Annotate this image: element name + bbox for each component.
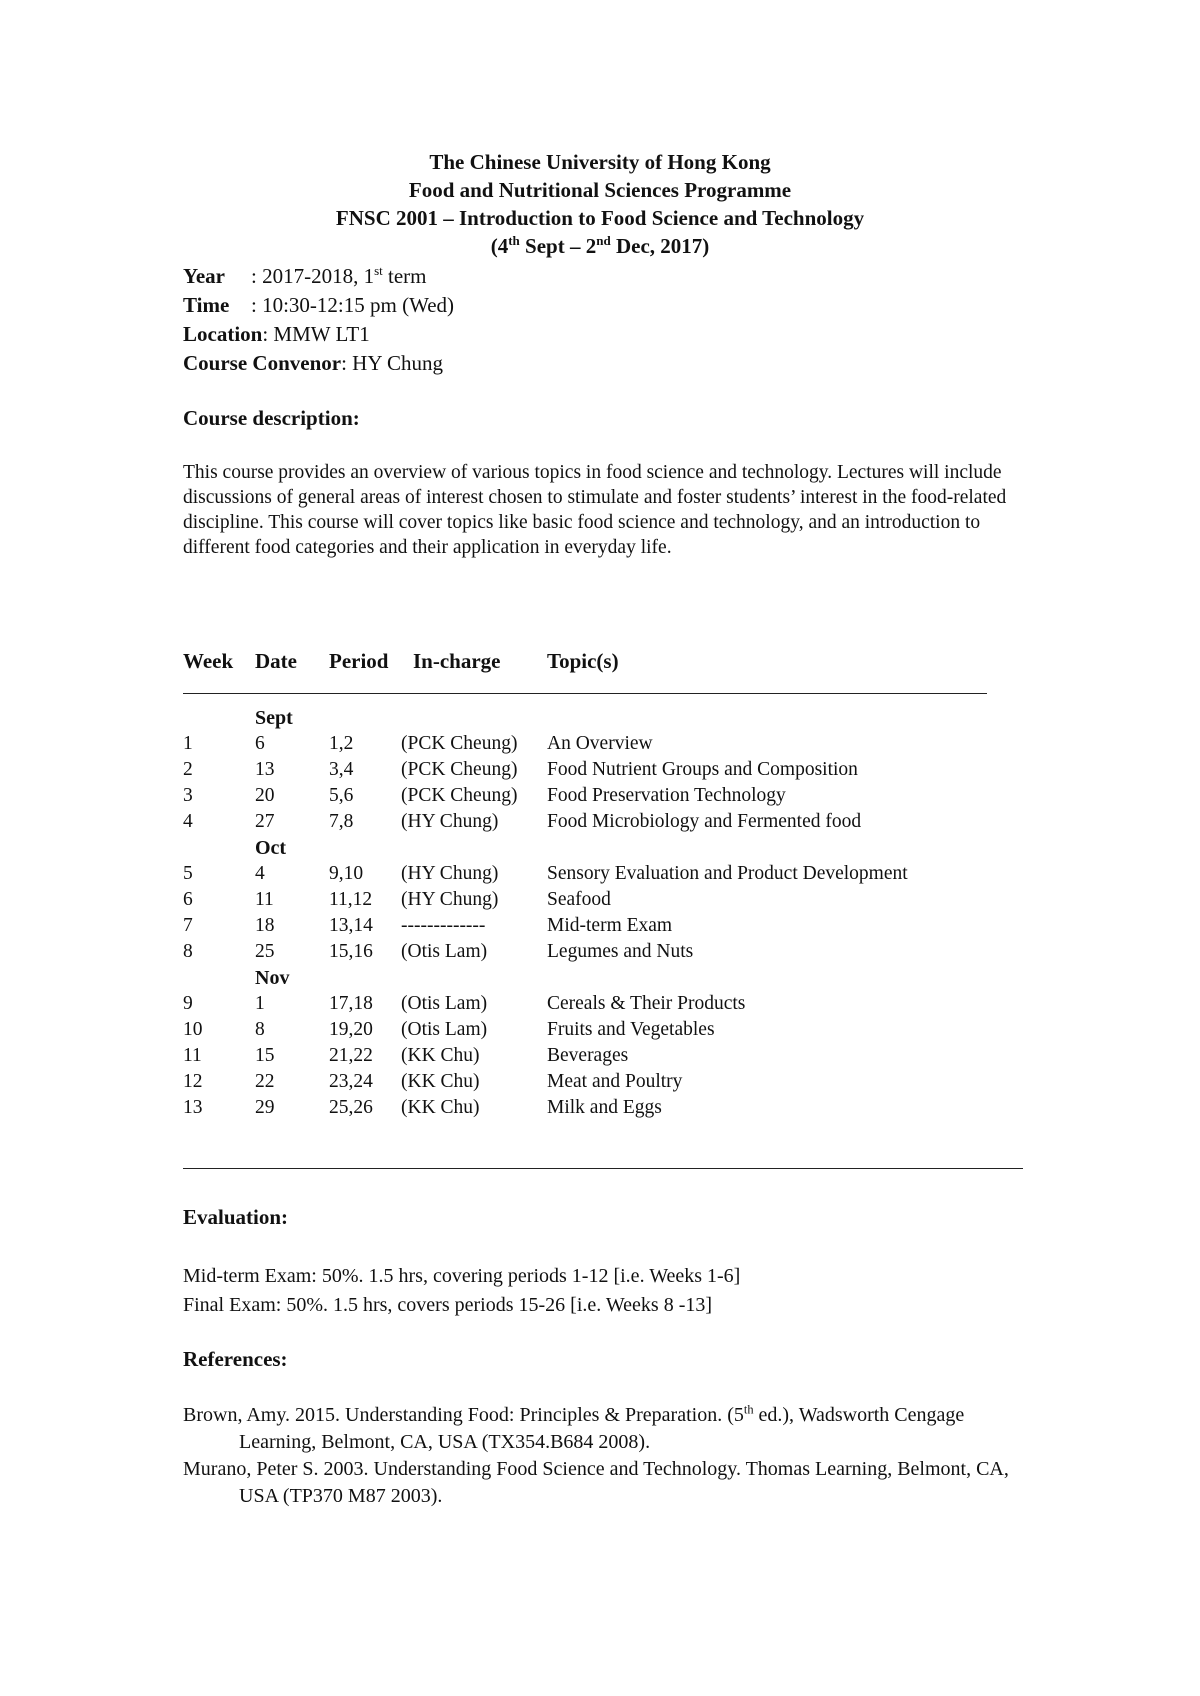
cell-period: 7,8 [329, 811, 354, 832]
cell-topic: Food Preservation Technology [547, 785, 786, 806]
cell-period: 1,2 [329, 733, 354, 754]
year-value: : 2017-2018, 1st term [251, 263, 427, 288]
time-row [183, 291, 454, 320]
cell-week: 7 [183, 915, 193, 936]
evaluation-title: Evaluation: [183, 1205, 289, 1229]
cell-week: 2 [183, 759, 193, 780]
time-value: : 10:30-12:15 pm (Wed) [251, 293, 455, 317]
cell-topic: Sensory Evaluation and Product Development [547, 863, 908, 884]
cell-incharge: (KK Chu) [401, 1097, 480, 1118]
cell-period: 21,22 [329, 1045, 373, 1066]
month-label: Sept [255, 707, 293, 729]
schedule-top-rule [183, 693, 987, 694]
convenor-label: Course Convenor [183, 351, 342, 375]
cell-week: 4 [183, 811, 193, 832]
cell-week: 8 [183, 941, 193, 962]
cell-topic: Food Microbiology and Fermented food [547, 811, 862, 832]
cell-incharge: (Otis Lam) [401, 1019, 488, 1040]
programme-name: Food and Nutritional Sciences Programme [408, 178, 792, 202]
evaluation-final: Final Exam: 50%. 1.5 hrs, covers periods 15-26 [i.e. Weeks 8 -13] [183, 1294, 713, 1316]
cell-date: 18 [255, 915, 275, 936]
references-title: References: [183, 1347, 288, 1371]
cell-incharge: (KK Chu) [401, 1045, 480, 1066]
cell-period: 5,6 [329, 785, 354, 806]
cell-week: 10 [183, 1019, 203, 1040]
cell-week: 1 [183, 733, 193, 754]
cell-week: 6 [183, 889, 193, 910]
cell-topic: Seafood [547, 889, 611, 910]
cell-period: 9,10 [329, 863, 364, 884]
convenor-value: : HY Chung [341, 351, 443, 375]
cell-incharge: ------------- [401, 915, 486, 936]
description-title: Course description: [183, 406, 360, 430]
course-dates: (4th Sept – 2nd Dec, 2017) [490, 233, 710, 258]
cell-period: 13,14 [329, 915, 373, 936]
location-row [183, 320, 454, 349]
evaluation-text [183, 1262, 740, 1320]
cell-period: 11,12 [329, 889, 373, 910]
cell-period: 23,24 [329, 1071, 373, 1092]
convenor-row [183, 349, 454, 378]
cell-period: 19,20 [329, 1019, 373, 1040]
cell-date: 4 [255, 863, 265, 884]
header-date: Date [255, 649, 297, 673]
month-label: Oct [255, 837, 287, 859]
cell-incharge: (KK Chu) [401, 1071, 480, 1092]
cell-week: 9 [183, 993, 193, 1014]
cell-incharge: (HY Chung) [401, 863, 499, 884]
time-label: Time [183, 293, 230, 317]
cell-topic: Milk and Eggs [547, 1097, 662, 1118]
cell-incharge: (Otis Lam) [401, 941, 488, 962]
course-title: FNSC 2001 – Introduction to Food Science and Technology [335, 206, 865, 230]
cell-incharge: (HY Chung) [401, 889, 499, 910]
description-text: This course provides an overview of various topics in food science and technology. Lectures will include discussions of general areas of interest chosen to stimulate and foster students’ interest in the food-related discipline. This course will cover topics like basic food science and technology, and an introduction to different food categories and their application in everyday life. [183, 462, 1007, 558]
cell-period: 3,4 [329, 759, 354, 780]
cell-topic: Meat and Poultry [547, 1071, 683, 1092]
month-label: Nov [255, 967, 290, 989]
cell-week: 3 [183, 785, 193, 806]
location-label: Location [183, 322, 263, 346]
evaluation-midterm: Mid-term Exam: 50%. 1.5 hrs, covering periods 1-12 [i.e. Weeks 1-6] [183, 1265, 741, 1287]
cell-date: 11 [255, 889, 274, 910]
cell-week: 5 [183, 863, 193, 884]
cell-incharge: (Otis Lam) [401, 993, 488, 1014]
header-period: Period [329, 649, 389, 673]
university-name: The Chinese University of Hong Kong [429, 150, 771, 174]
year-label: Year [183, 264, 225, 288]
header-incharge: In-charge [413, 649, 501, 673]
cell-period: 17,18 [329, 993, 373, 1014]
cell-date: 29 [255, 1097, 275, 1118]
document-header [0, 148, 1200, 260]
cell-date: 1 [255, 993, 265, 1014]
cell-date: 15 [255, 1045, 275, 1066]
header-week: Week [183, 649, 234, 673]
header-topics: Topic(s) [547, 649, 619, 673]
cell-date: 25 [255, 941, 275, 962]
cell-date: 27 [255, 811, 275, 832]
cell-topic: An Overview [547, 733, 653, 754]
cell-date: 20 [255, 785, 275, 806]
location-value: : MMW LT1 [262, 322, 370, 346]
cell-date: 13 [255, 759, 275, 780]
schedule-bottom-rule [183, 1168, 1023, 1169]
cell-topic: Legumes and Nuts [547, 941, 694, 962]
cell-topic: Beverages [547, 1045, 629, 1066]
year-row [183, 262, 454, 291]
cell-date: 6 [255, 733, 265, 754]
cell-date: 8 [255, 1019, 265, 1040]
course-info [183, 262, 454, 378]
cell-incharge: (PCK Cheung) [401, 759, 518, 780]
cell-period: 15,16 [329, 941, 373, 962]
cell-week: 12 [183, 1071, 203, 1092]
cell-topic: Cereals & Their Products [547, 993, 746, 1014]
references-list [183, 1402, 1043, 1510]
cell-topic: Fruits and Vegetables [547, 1019, 715, 1040]
cell-incharge: (PCK Cheung) [401, 785, 518, 806]
cell-week: 13 [183, 1097, 203, 1118]
reference-item: Brown, Amy. 2015. Understanding Food: Principles & Preparation. (5th ed.), Wadsworth Cengage Learning, Belmont, CA, USA (TX354.B684 2008). [183, 1402, 965, 1453]
cell-incharge: (PCK Cheung) [401, 733, 518, 754]
cell-week: 11 [183, 1045, 202, 1066]
cell-date: 22 [255, 1071, 275, 1092]
cell-period: 25,26 [329, 1097, 373, 1118]
cell-topic: Food Nutrient Groups and Composition [547, 759, 858, 780]
cell-incharge: (HY Chung) [401, 811, 499, 832]
reference-item: Murano, Peter S. 2003. Understanding Food Science and Technology. Thomas Learning, Belmont, CA, USA (TP370 M87 2003). [183, 1458, 1009, 1507]
cell-topic: Mid-term Exam [547, 915, 673, 936]
